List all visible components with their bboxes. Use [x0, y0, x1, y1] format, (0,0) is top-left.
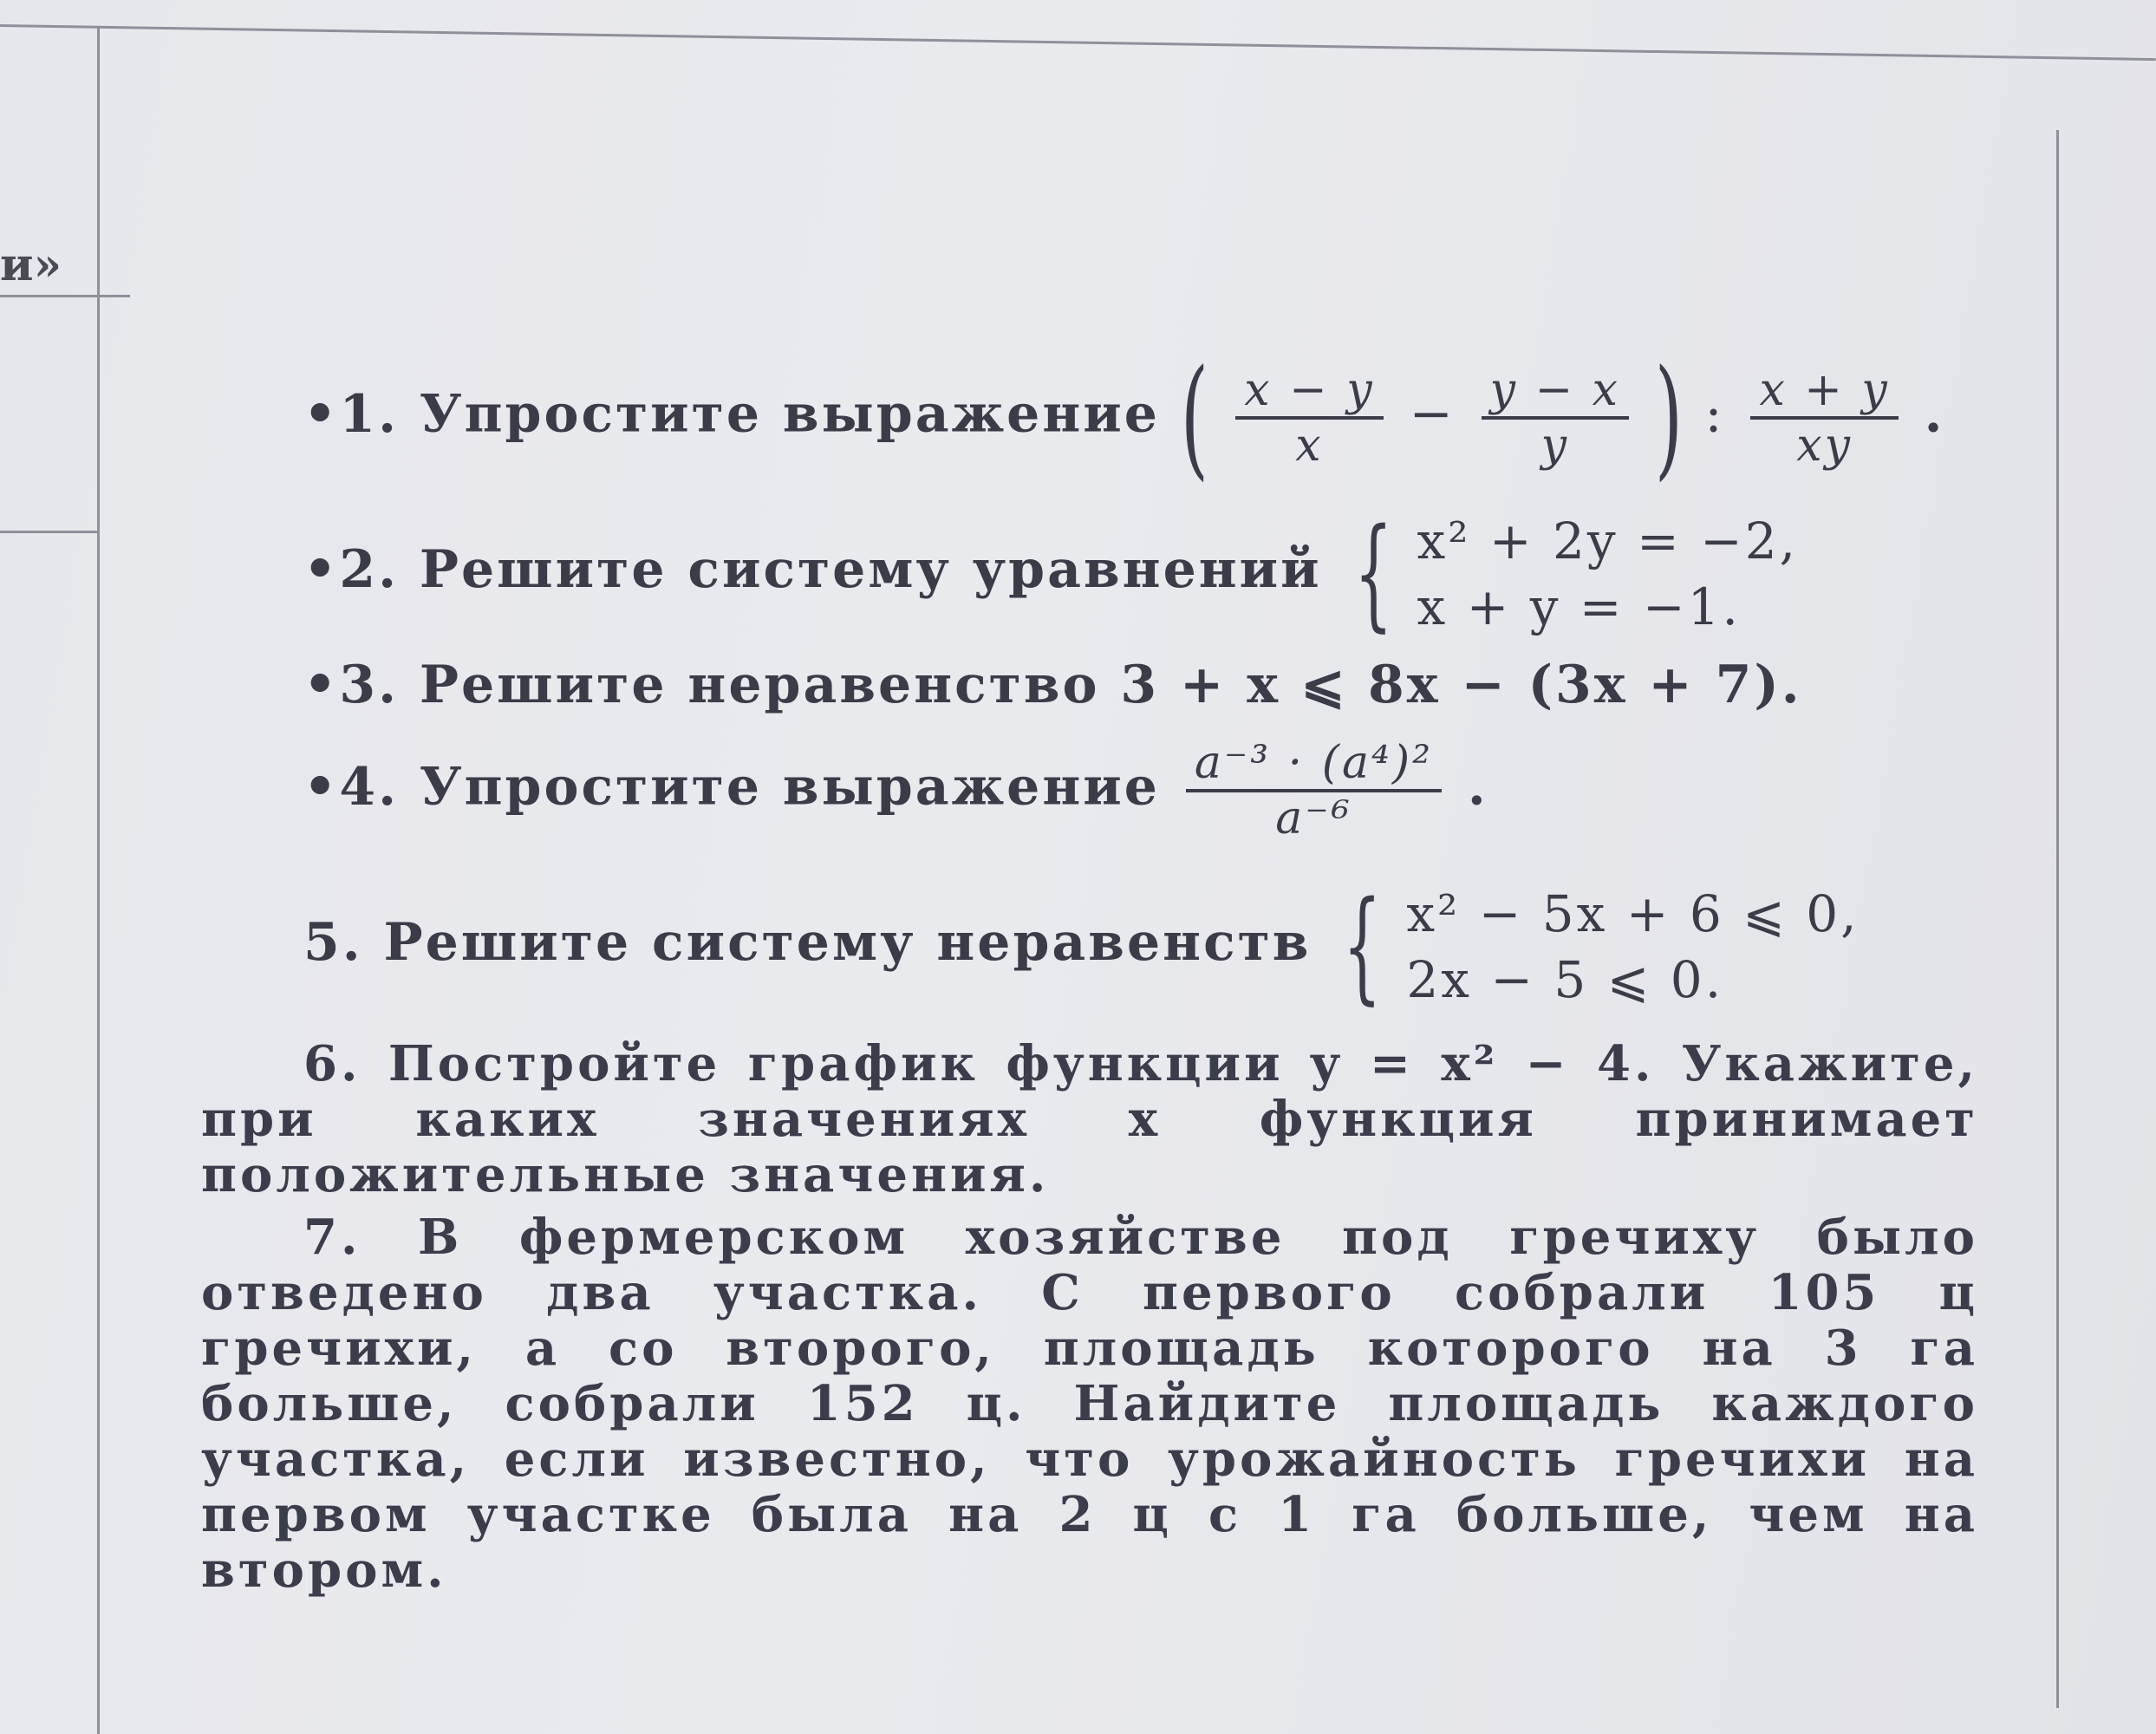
right-paren: ) — [1654, 342, 1684, 493]
fraction-3-denominator: xy — [1796, 420, 1853, 472]
problem-4-number: •4. — [303, 756, 399, 818]
problem-6: 6. Постройте график функции y = x² − 4. Укажите, при каких значениях x функция принимает положительные значения. — [201, 1035, 1978, 1203]
problem-1-period: . — [1924, 383, 1945, 445]
inequality-system — [1406, 881, 1859, 1013]
left-paren: ( — [1180, 342, 1210, 493]
problem-2-text: Решите систему уравнений — [419, 539, 1322, 600]
inequality-1: x² − 5x + 6 ⩽ 0, — [1406, 883, 1860, 943]
row-divider-2 — [0, 531, 97, 533]
cell-tab-label: и» — [0, 238, 62, 291]
row-divider-1 — [0, 295, 130, 297]
problem-1-text: Упростите выражение — [419, 383, 1160, 445]
fraction-2-numerator: y − x — [1482, 364, 1629, 420]
problem-4-text: Упростите выражение — [419, 756, 1160, 818]
system-brace: { — [1353, 503, 1394, 644]
fraction-4 — [1186, 737, 1442, 844]
fraction-4-denominator: a⁻⁶ — [1275, 792, 1352, 844]
problem-2 — [303, 503, 1798, 644]
inequality-brace: { — [1343, 876, 1384, 1017]
fraction-1-denominator: x — [1295, 420, 1324, 472]
problem-5 — [303, 876, 1860, 1017]
problem-1 — [303, 342, 1945, 493]
problem-1-number: •1. — [303, 383, 399, 445]
frame-right-line — [2056, 130, 2059, 1708]
problem-3 — [303, 655, 1802, 715]
fraction-4-numerator: a⁻³ · (a⁴)² — [1186, 737, 1442, 792]
problem-5-text: Решите систему неравенств — [383, 912, 1312, 973]
problem-5-number: 5. — [303, 912, 363, 973]
inequality-2: 2x − 5 ⩽ 0. — [1406, 949, 1724, 1009]
fraction-2 — [1482, 364, 1629, 472]
minus-sign: − — [1409, 383, 1456, 445]
fraction-1-numerator: x − y — [1235, 364, 1383, 420]
problem-4-period: . — [1467, 756, 1488, 818]
fraction-3-numerator: x + y — [1750, 364, 1898, 420]
colon-sign: : — [1704, 383, 1725, 445]
frame-top-line — [0, 24, 2156, 61]
problem-3-text: Решите неравенство 3 + x ⩽ 8x − (3x + 7). — [419, 655, 1802, 715]
equation-2: x + y = −1. — [1417, 577, 1741, 636]
frame-left-line — [97, 26, 100, 1734]
fraction-1 — [1235, 364, 1383, 472]
equation-1: x² + 2y = −2, — [1417, 511, 1799, 570]
problem-2-number: •2. — [303, 539, 399, 600]
equation-system — [1417, 508, 1799, 640]
fraction-2-denominator: y — [1540, 420, 1570, 472]
fraction-3 — [1750, 364, 1898, 472]
problem-7: 7. В фермерском хозяйстве под гречиху было отведено два участка. С первого собрали 105 ц гречихи, а со второго, площадь которого на 3 га больше, собрали 152 ц. Найдите площадь каждого участка, если известно, что урожайность гречихи на первом участке была на 2 ц с 1 га больше, чем на втором. — [201, 1209, 1978, 1599]
problem-3-number: •3. — [303, 655, 399, 715]
problem-4 — [303, 737, 1488, 844]
